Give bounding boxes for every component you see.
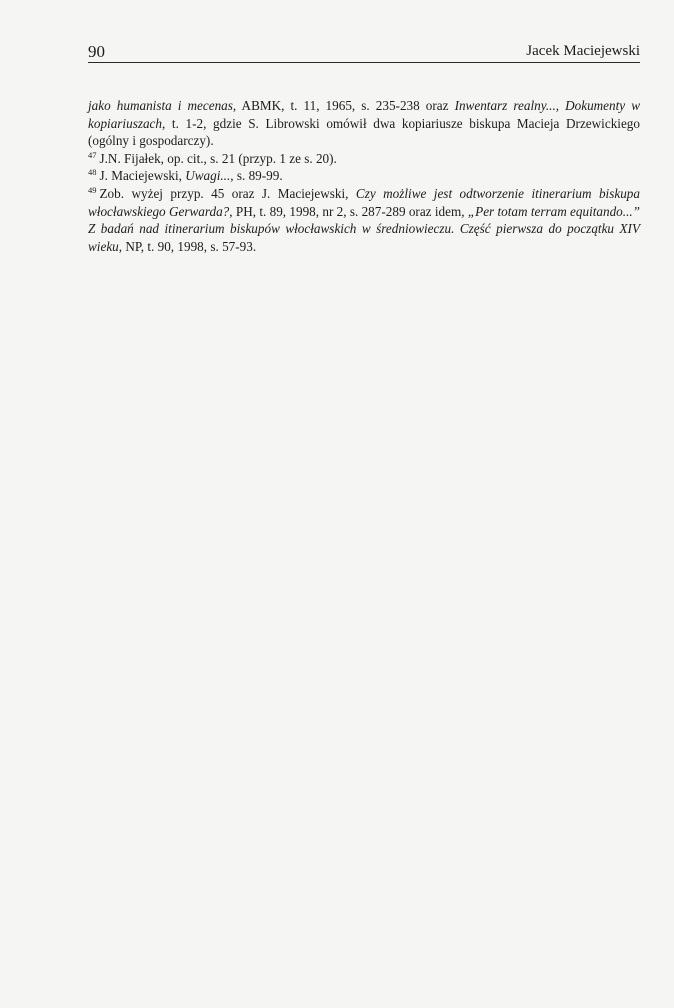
footnote-text-italic: Inwentarz realny..., Dokumenty w kopiariuszach: [88, 98, 641, 131]
page-number: 90: [88, 42, 105, 61]
footnote-48: [88, 167, 640, 185]
footnote-text-italic: jako humanista i mecenas: [88, 98, 233, 113]
footnote-text: , s. 89-99.: [230, 168, 283, 184]
footnote-47: [88, 150, 640, 168]
footnote-mark: 48: [88, 167, 97, 178]
footnote-text: , NP, t. 90, 1998, s. 57-93.: [118, 238, 257, 254]
footnote-text: Zob. wyżej przyp. 45 oraz J. Maciejewski,: [99, 185, 356, 201]
footnote-text-italic: „Per totam terram equitando...” Z badań nad itinerarium biskupów włocławskich w średniowieczu. Część pierwsza do początku XIV wieku: [88, 203, 641, 254]
footnote-text: J.N. Fijałek, op. cit., s. 21 (przyp. 1 ze s. 20).: [99, 150, 337, 166]
footnote-49: [88, 185, 640, 255]
footnote-mark: 47: [88, 149, 97, 160]
footnote-text: , ABMK, t. 11, 1965, s. 235-238 oraz: [232, 98, 455, 113]
footnote-text-italic: Uwagi...: [185, 168, 231, 184]
footnote-continued: [88, 97, 640, 150]
footnote-mark: 49: [88, 184, 97, 195]
page-header: [88, 40, 640, 63]
footnotes-section: [88, 97, 640, 255]
running-head: Jacek Maciejewski: [526, 43, 640, 59]
footnote-text: J. Maciejewski,: [99, 168, 186, 184]
footnote-text-italic: Czy możliwe jest odtworzenie itinerarium biskupa włocławskiego Gerwarda?: [88, 185, 640, 219]
footnote-text: , t. 1-2, gdzie S. Librowski omówił dwa kopiariusze biskupa Macieja Drzewickiego (ogólny i gospodarczy).: [88, 115, 640, 149]
footnote-text: , PH, t. 89, 1998, nr 2, s. 287-289 oraz idem,: [229, 203, 468, 219]
